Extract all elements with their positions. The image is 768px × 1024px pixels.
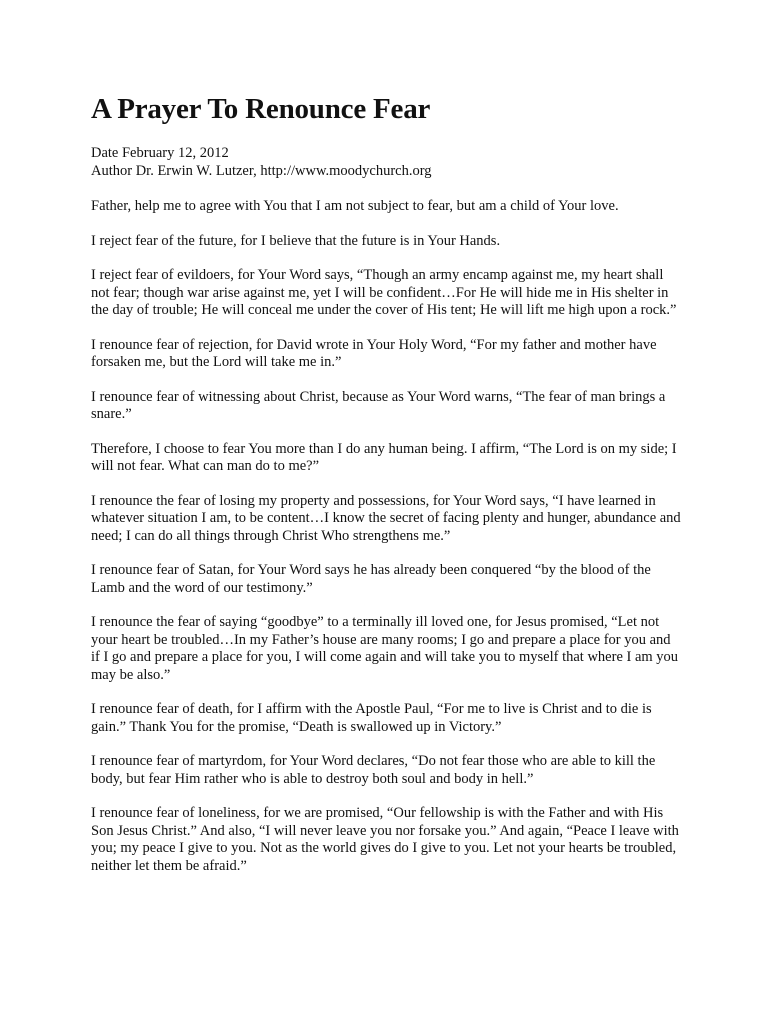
paragraph-loneliness: I renounce fear of loneliness, for we are promised, “Our fellowship is with the Father and with His Son Jesus Christ.” And also, “I will never leave you nor forsake you.” And again, “Peace I leave with you; my peace I give to you. Not as the world gives do I give to you. Let not your hearts be troubled, neither let them be afraid.” [91,805,679,874]
document-meta [91,144,681,180]
author-line: Author Dr. Erwin W. Lutzer, http://www.moodychurch.org [91,163,432,179]
paragraph-evildoers: I reject fear of evildoers, for Your Word says, “Though an army encamp against me, my heart shall not fear; though war arise against me, yet I will be confident…For He will hide me in His shelter in the day of trouble; He will conceal me under the cover of His tent; He will lift me high upon a rock.” [91,267,677,318]
paragraph-satan: I renounce fear of Satan, for Your Word says he has already been conquered “by the blood of the Lamb and the word of our testimony.” [91,562,651,596]
document-page [91,92,681,892]
paragraph-future: I reject fear of the future, for I believe that the future is in Your Hands. [91,232,501,249]
page-title: A Prayer To Renounce Fear [91,93,431,125]
date-line: Date February 12, 2012 [91,145,229,161]
paragraph-death: I renounce fear of death, for I affirm with the Apostle Paul, “For me to live is Christ and to die is gain.” Thank You for the promise, “Death is swallowed up in Victory.” [91,701,652,735]
paragraph-opening: Father, help me to agree with You that I am not subject to fear, but am a child of Your love. [91,198,619,214]
paragraph-rejection: I renounce fear of rejection, for David wrote in Your Holy Word, “For my father and mother have forsaken me, but the Lord will take me in.” [91,336,657,370]
paragraph-witnessing: I renounce fear of witnessing about Christ, because as Your Word warns, “The fear of man brings a snare.” [91,388,666,422]
paragraph-fear-god: Therefore, I choose to fear You more than I do any human being. I affirm, “The Lord is on my side; I will not fear. What can man do to me?” [91,440,677,474]
paragraph-martyrdom: I renounce fear of martyrdom, for Your Word declares, “Do not fear those who are able to kill the body, but fear Him rather who is able to destroy both soul and body in hell.” [91,753,656,787]
paragraph-goodbye: I renounce the fear of saying “goodbye” to a terminally ill loved one, for Jesus promised, “Let not your heart be troubled…In my Father’s house are many rooms; I go and prepare a place for you and if I go and prepare a place for you, I will come again and will take you to myself that where I am you may be also.” [91,614,679,683]
paragraph-property: I renounce the fear of losing my property and possessions, for Your Word says, “I have learned in whatever situation I am, to be content…I know the secret of facing plenty and hunger, abundance and need; I can do all things through Christ Who strengthens me.” [91,492,681,544]
